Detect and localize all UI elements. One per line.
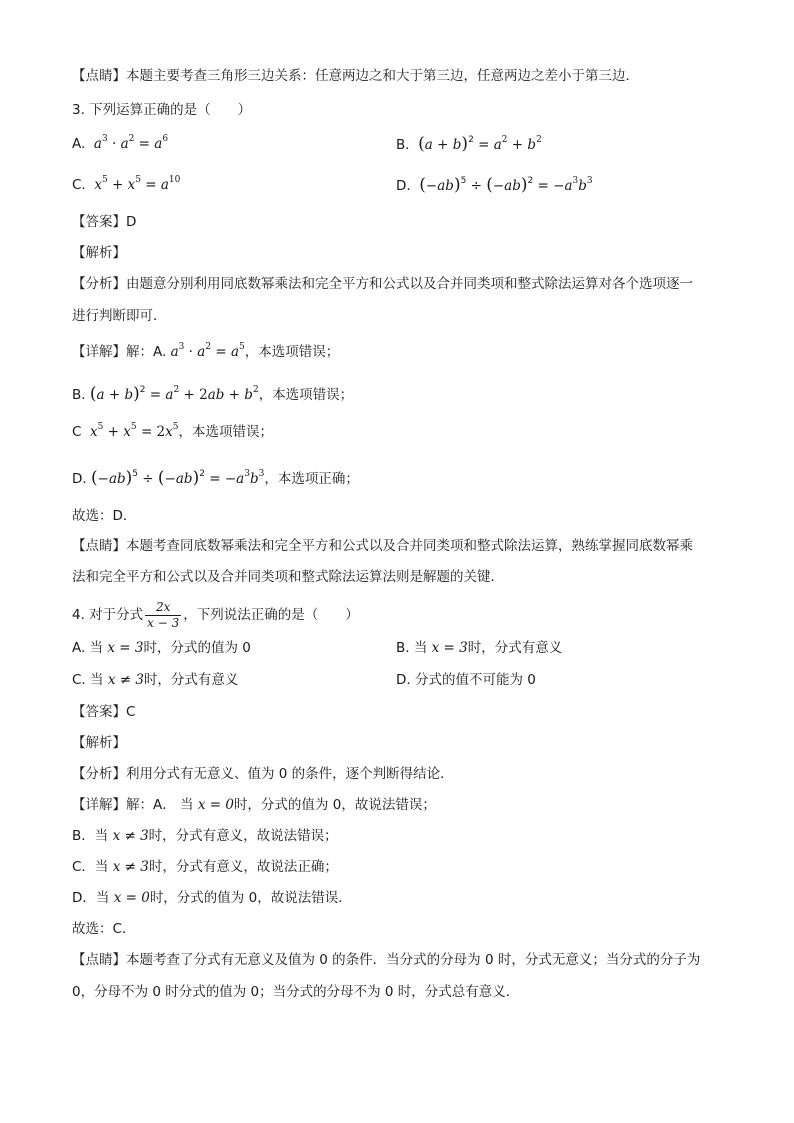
stem-prefix: 4. 对于分式 (72, 607, 144, 623)
detail-math: x = 0 (113, 890, 150, 906)
detail-tail: 时，分式有意义，故说法错误； (148, 828, 338, 844)
detail-suffix: ，本选项错误； (244, 344, 340, 360)
remark-label: 【点睛】 (72, 68, 126, 84)
q3-option-a: A. $a^3 \cdot a^2 = a^6$ (72, 134, 169, 152)
detail-tail: 时，分式的值为 0，故说法错误； (233, 797, 436, 813)
q4-detail-d (72, 888, 352, 908)
detail-math: x ≠ 3 (112, 859, 149, 875)
fraction-numerator: 2x (145, 600, 181, 616)
q4-stem (72, 598, 359, 632)
remark-text: 本题主要考查三角形三边关系：任意两边之和大于第三边，任意两边之差小于第三边． (126, 68, 639, 84)
detail-text: 解：A． 当 (126, 797, 194, 813)
answer-label: 【答案】 (72, 704, 126, 720)
answer-label: 【答案】 (72, 214, 126, 230)
q4-answer (72, 702, 135, 722)
remark-text: 本题考查了分式有无意义及值为 0 的条件．当分式的分母为 0 时，分式无意义；当分式的分子为 (126, 952, 701, 968)
detail-label: D. (72, 471, 87, 487)
fenxi-label: 【分析】 (72, 766, 126, 782)
q4-fenxi (72, 764, 454, 784)
q4-detail-a (72, 795, 436, 815)
q3-option-b: B. $(a + b)^2 = a^2 + b^2$ (396, 134, 542, 154)
q4-conclusion: 故选：C． (72, 921, 136, 937)
detail-text: C．当 (72, 859, 109, 875)
answer-value: D (126, 214, 137, 230)
q3-detail-c: C $x^5 + x^5 = 2x^5$，本选项错误； (72, 422, 273, 440)
q4-option-d: D. 分式的值不可能为 0 (396, 672, 536, 688)
fraction-denominator: x − 3 (147, 615, 180, 630)
q3-detail-d: D. $(-ab)^5 \div (-ab)^2 = -a^3b^3$，本选项正确； (72, 468, 359, 488)
option-label: D. (396, 178, 411, 194)
detail-label: C (72, 424, 82, 440)
q4-detail-b (72, 826, 338, 846)
remark-text: 本题考查同底数幂乘法和完全平方和公式以及合并同类项和整式除法运算，熟练掌握同底数幂乘 (126, 538, 693, 554)
q3-detail-a: 【详解】解：A. $a^3 \cdot a^2 = a^5$，本选项错误； (72, 342, 340, 360)
stem-suffix: ，下列说法正确的是（ ） (183, 607, 359, 623)
q4-option-b (396, 638, 562, 658)
detail-math: x = 0 (197, 797, 234, 813)
q2-remark (72, 66, 639, 86)
q3-answer (72, 212, 136, 232)
q4-analysis-label: 【解析】 (72, 735, 126, 751)
q3-fenxi-cont: 进行判断即可． (72, 308, 167, 324)
q3-option-c: C. $x^5 + x^5 = a^{10}$ (72, 175, 181, 193)
option-text: A. 当 (72, 640, 104, 656)
option-math: x = 3 (431, 640, 468, 656)
q4-option-c (72, 670, 238, 690)
detail-suffix: ，本选项错误； (178, 424, 273, 440)
q3-remark-cont: 法和完全平方和公式以及合并同类项和整式除法运算法则是解题的关键． (72, 569, 504, 585)
detail-tail: 时，分式有意义，故说法正确； (148, 859, 338, 875)
q4-remark (72, 950, 700, 970)
q3-fenxi (72, 274, 693, 294)
q3-detail-b: B. $(a + b)^2 = a^2 + 2ab + b^2$，本选项错误； (72, 384, 354, 404)
option-text: B. 当 (396, 640, 428, 656)
fenxi-text: 利用分式有无意义、值为 0 的条件，逐个判断得结论． (126, 766, 454, 782)
remark-label: 【点睛】 (72, 538, 126, 554)
detail-label: 【详解】 (72, 797, 126, 813)
detail-suffix: ，本选项正确； (264, 471, 359, 487)
q4-detail-c (72, 857, 338, 877)
detail-text: B．当 (72, 828, 109, 844)
detail-intro: 解：A. (126, 344, 167, 360)
fenxi-text: 由题意分别利用同底数幂乘法和完全平方和公式以及合并同类项和整式除法运算对各个选项逐一 (126, 276, 693, 292)
option-text: C. 当 (72, 672, 104, 688)
detail-math: x ≠ 3 (112, 828, 149, 844)
detail-tail: 时，分式的值为 0，故说法错误． (149, 890, 352, 906)
option-tail: 时，分式的值为 0 (143, 640, 251, 656)
q4-remark-cont: 0，分母不为 0 时分式的值为 0；当分式的分母不为 0 时，分式总有意义． (72, 984, 520, 1000)
detail-suffix: ，本选项错误； (258, 387, 354, 403)
option-tail: 时，分式有意义 (143, 672, 239, 688)
option-label: A. (72, 136, 86, 152)
option-math: x ≠ 3 (107, 672, 144, 688)
fenxi-label: 【分析】 (72, 276, 126, 292)
option-tail: 时，分式有意义 (467, 640, 563, 656)
detail-text: D．当 (72, 890, 110, 906)
q3-option-d: D. $(-ab)^5 \div (-ab)^2 = -a^3b^3$ (396, 175, 593, 195)
fraction (145, 600, 181, 631)
detail-label: 【详解】 (72, 344, 126, 360)
remark-label: 【点睛】 (72, 952, 126, 968)
option-label: C. (72, 177, 86, 193)
q3-conclusion: 故选：D． (72, 508, 137, 524)
q4-option-a (72, 638, 251, 658)
q3-analysis-label: 【解析】 (72, 245, 126, 261)
answer-value: C (126, 704, 136, 720)
detail-label: B. (72, 387, 86, 403)
q3-stem: 3. 下列运算正确的是（ ） (72, 102, 252, 118)
option-math: x = 3 (107, 640, 144, 656)
q3-remark (72, 536, 693, 556)
option-label: B. (396, 137, 410, 153)
